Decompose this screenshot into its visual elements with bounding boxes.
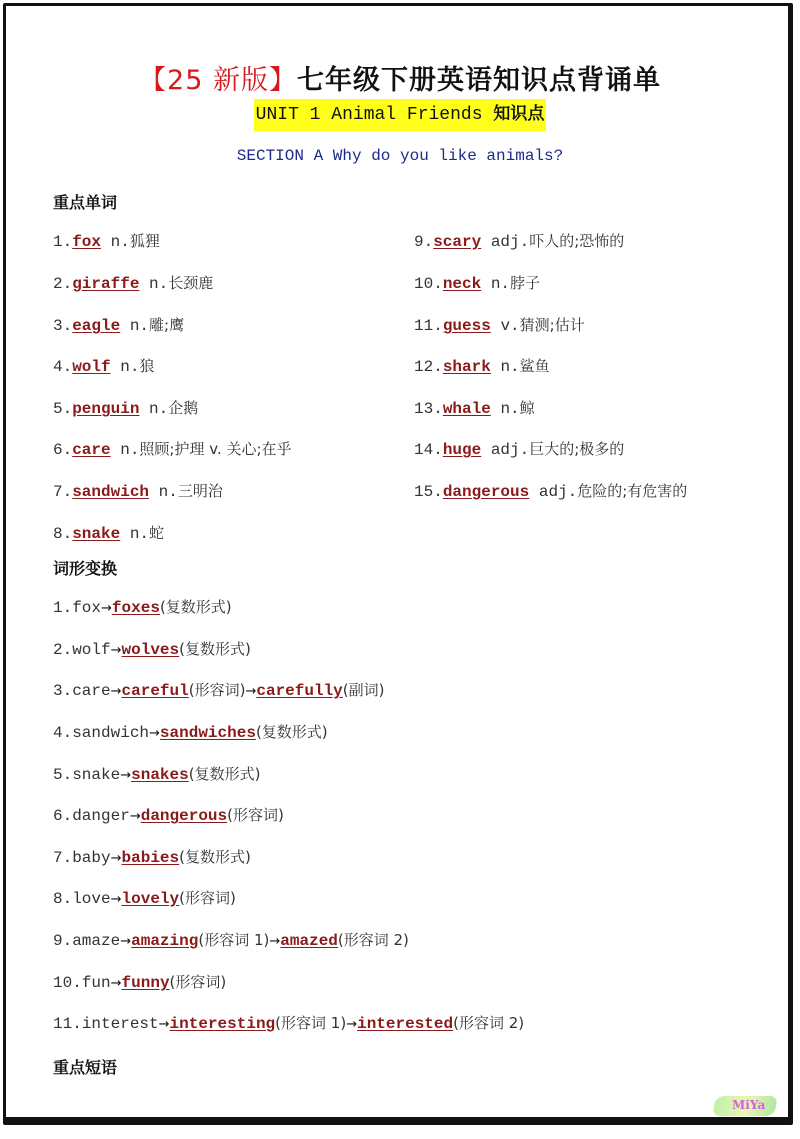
derived-word-2: interested [357, 1015, 454, 1033]
base-word: sandwich [72, 724, 150, 742]
vocab-word: dangerous [442, 483, 530, 501]
vocab-item [414, 481, 687, 502]
form-item [53, 847, 251, 869]
vocab-item [53, 439, 292, 460]
form-note: (形容词 1) [275, 1014, 347, 1032]
form-item [53, 597, 232, 619]
unit-title-cn: 知识点 [493, 104, 545, 124]
item-number: 12. [414, 358, 443, 376]
base-word: snake [72, 766, 121, 784]
base-word: fun [81, 974, 111, 992]
item-number: 4. [53, 358, 73, 376]
item-number: 9. [414, 233, 434, 251]
logo-text: MiYa [732, 1098, 766, 1112]
form-item [53, 680, 385, 702]
arrow-icon: → [346, 1017, 358, 1032]
vocab-item [53, 523, 164, 544]
derived-word: babies [121, 849, 180, 867]
item-number: 6. [53, 441, 73, 459]
vocab-item [53, 398, 198, 419]
vocab-word: shark [442, 358, 491, 376]
part-of-speech: n. [158, 483, 178, 501]
vocab-meaning: 雕;鹰 [149, 316, 185, 334]
vocab-heading: 重点单词 [53, 193, 118, 212]
part-of-speech: n. [490, 275, 511, 293]
section-title: SECTION A Why do you like animals? [236, 147, 564, 165]
form-item [53, 972, 226, 994]
vocab-item [53, 231, 160, 252]
phrases-heading: 重点短语 [53, 1058, 118, 1077]
vocab-word: guess [442, 317, 491, 335]
vocab-word: neck [442, 275, 482, 293]
base-word: interest [81, 1015, 159, 1033]
part-of-speech: n. [129, 317, 150, 335]
vocab-meaning: 吓人的;恐怖的 [529, 232, 625, 250]
arrow-icon: → [158, 1017, 170, 1032]
part-of-speech: n. [120, 441, 140, 459]
arrow-icon: → [245, 684, 257, 699]
item-number: 3. [53, 682, 73, 700]
arrow-icon: → [120, 768, 132, 783]
form-item [53, 888, 236, 910]
arrow-icon: → [269, 934, 281, 949]
base-word: amaze [72, 932, 121, 950]
form-item [53, 764, 260, 786]
vocab-word: sandwich [72, 483, 150, 501]
arrow-icon: → [110, 643, 122, 658]
vocab-word: penguin [72, 400, 140, 418]
vocab-meaning: 脖子 [510, 274, 541, 292]
derived-word: foxes [111, 599, 160, 617]
vocab-item [53, 315, 184, 336]
form-note: (形容词) [227, 806, 284, 824]
form-item [53, 805, 284, 827]
vocab-word: snake [72, 525, 121, 543]
vocab-meaning: 鲸 [519, 399, 535, 417]
title-main: 七年级下册英语知识点背诵单 [296, 65, 661, 96]
part-of-speech: n. [129, 525, 150, 543]
part-of-speech: n. [500, 400, 520, 418]
item-number: 3. [53, 317, 73, 335]
vocab-item [53, 356, 154, 377]
form-note: (复数形式) [179, 848, 251, 866]
arrow-icon: → [129, 809, 141, 824]
part-of-speech: n. [500, 358, 520, 376]
form-note-2: (副词) [342, 681, 385, 699]
unit-banner [0, 99, 800, 131]
derived-word: wolves [121, 641, 180, 659]
item-number: 11. [53, 1015, 82, 1033]
vocab-item [53, 273, 213, 294]
part-of-speech: adj. [490, 233, 530, 251]
vocab-word: eagle [72, 317, 121, 335]
vocab-item [53, 481, 223, 502]
derived-word: funny [121, 974, 170, 992]
vocab-word: huge [442, 441, 482, 459]
base-word: fox [72, 599, 102, 617]
item-number: 1. [53, 233, 73, 251]
form-item [53, 722, 328, 744]
item-number: 1. [53, 599, 73, 617]
form-note: (复数形式) [159, 598, 232, 616]
vocab-word: fox [72, 233, 102, 251]
form-note: (形容词) [188, 681, 246, 699]
arrow-icon: → [149, 726, 160, 741]
vocab-meaning: 照顾;护理 v. 关心;在乎 [139, 440, 292, 458]
form-note: (形容词) [169, 973, 227, 991]
vocab-item [414, 356, 550, 377]
item-number: 10. [53, 974, 82, 992]
form-note: (复数形式) [179, 640, 251, 658]
arrow-icon: → [110, 892, 122, 907]
vocab-word: wolf [72, 358, 111, 376]
item-number: 10. [414, 275, 443, 293]
item-number: 8. [53, 890, 73, 908]
arrow-icon: → [101, 601, 112, 616]
vocab-item [414, 439, 624, 460]
vocab-word: care [72, 441, 111, 459]
part-of-speech: v. [500, 317, 520, 335]
vocab-meaning: 巨大的;极多的 [529, 440, 625, 458]
part-of-speech: adj. [538, 483, 578, 501]
form-note: (形容词 1) [198, 931, 270, 949]
vocab-word: giraffe [72, 275, 140, 293]
page-title [0, 58, 800, 97]
form-note-2: (形容词 2) [453, 1014, 525, 1032]
vocab-word: scary [433, 233, 482, 251]
part-of-speech: adj. [490, 441, 530, 459]
miya-watermark-logo [714, 1093, 776, 1119]
vocab-meaning: 危险的;有危害的 [577, 482, 688, 500]
page-border-frame [3, 3, 793, 1125]
vocab-meaning: 企鹅 [168, 399, 199, 417]
base-word: care [72, 682, 111, 700]
derived-word-2: amazed [280, 932, 338, 950]
form-note: (复数形式) [255, 723, 328, 741]
form-note-2: (形容词 2) [337, 931, 409, 949]
form-note: (复数形式) [188, 765, 261, 783]
vocab-meaning: 蛇 [149, 524, 165, 542]
vocab-item [414, 273, 540, 294]
vocab-meaning: 狼 [139, 357, 155, 375]
vocab-meaning: 猜测;估计 [519, 316, 585, 334]
vocab-item [414, 231, 624, 252]
derived-word: sandwiches [159, 724, 256, 742]
vocab-meaning: 狐狸 [129, 232, 160, 250]
item-number: 13. [414, 400, 443, 418]
title-edition-tag: 【25 新版】 [139, 65, 297, 96]
derived-word-2: carefully [256, 682, 343, 700]
item-number: 5. [53, 766, 73, 784]
derived-word: dangerous [140, 807, 228, 825]
derived-word: lovely [121, 890, 180, 908]
form-item [53, 639, 251, 661]
base-word: wolf [72, 641, 111, 659]
base-word: love [72, 890, 111, 908]
item-number: 7. [53, 849, 73, 867]
base-word: danger [72, 807, 130, 825]
vocab-meaning: 长颈鹿 [168, 274, 214, 292]
arrow-icon: → [110, 851, 122, 866]
vocab-item [414, 315, 585, 336]
derived-word: snakes [131, 766, 189, 784]
form-note: (形容词) [179, 889, 236, 907]
item-number: 2. [53, 275, 73, 293]
item-number: 7. [53, 483, 73, 501]
item-number: 8. [53, 525, 73, 543]
unit-highlight [254, 99, 547, 131]
vocab-word: whale [442, 400, 491, 418]
item-number: 6. [53, 807, 73, 825]
part-of-speech: n. [120, 358, 140, 376]
vocab-meaning: 三明治 [177, 482, 223, 500]
item-number: 5. [53, 400, 73, 418]
form-item [53, 1013, 524, 1035]
vocab-meaning: 鲨鱼 [519, 357, 550, 375]
item-number: 14. [414, 441, 443, 459]
arrow-icon: → [110, 976, 122, 991]
unit-title-en: UNIT 1 Animal Friends [255, 105, 483, 125]
derived-word: amazing [131, 932, 199, 950]
derived-word: careful [121, 682, 189, 700]
item-number: 2. [53, 641, 73, 659]
arrow-icon: → [120, 934, 132, 949]
part-of-speech: n. [149, 275, 169, 293]
arrow-icon: → [110, 684, 122, 699]
item-number: 9. [53, 932, 73, 950]
part-of-speech: n. [110, 233, 130, 251]
item-number: 4. [53, 724, 73, 742]
part-of-speech: n. [149, 400, 169, 418]
base-word: baby [72, 849, 111, 867]
item-number: 15. [414, 483, 443, 501]
vocab-item [414, 398, 535, 419]
derived-word: interesting [169, 1015, 276, 1033]
item-number: 11. [414, 317, 443, 335]
forms-heading: 词形变换 [53, 559, 118, 578]
form-item [53, 930, 409, 952]
